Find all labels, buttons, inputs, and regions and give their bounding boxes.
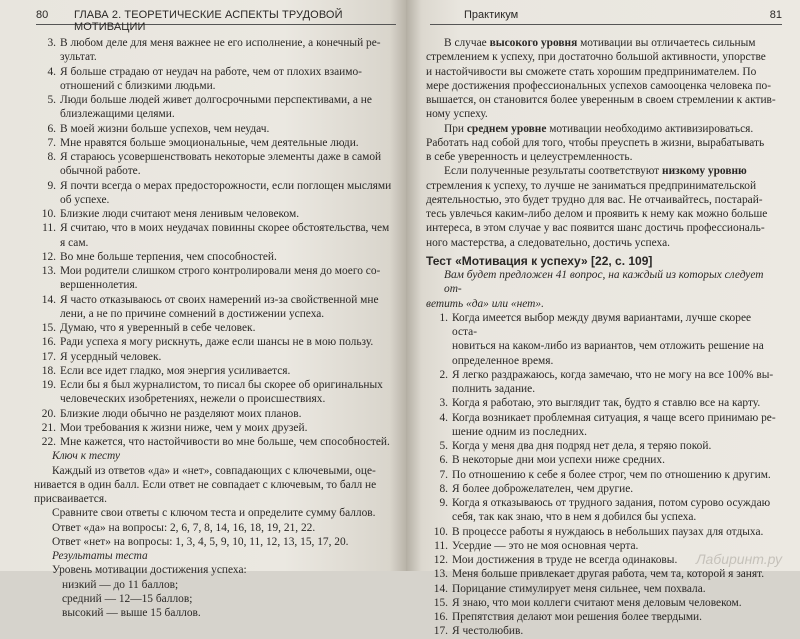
right-question-5 [426,439,778,453]
question-number: 11. [434,539,448,552]
bold-emphasis: низкому уровню [662,165,747,178]
answers-yes: Ответ «да» на вопросы: 2, 6, 7, 8, 14, 16, 18, 19, 21, 22. [52,521,316,534]
paragraph-line: в себе уверенность и целеустремленность. [426,151,633,163]
paragraph-text: мотивации вы отличаетесь сильным [577,37,756,49]
paragraph-line: стремлением к успеху, при достаточно большой активности, упорстве [426,51,766,64]
question-number: 22. [41,436,56,448]
question-text-line: человеческих изобретениях, нежели о происшествиях. [60,393,326,406]
right-question-1 [426,311,778,368]
paragraph-first-line [426,36,778,50]
right-question-4 [426,411,778,440]
results-title: Результаты теста [52,550,148,562]
question-number: 17. [41,350,56,363]
question-text [60,321,396,335]
right-question-2 [426,368,778,397]
paragraph-low-level [426,164,778,250]
question-number: 15. [433,596,448,609]
left-question-1 [34,36,396,65]
question-text-line: Во мне больше терпения, чем способностей. [60,250,277,263]
question-text-line: об успехе. [60,193,110,206]
question-text [60,93,396,122]
left-question-15 [34,350,396,364]
question-number: 3. [47,37,56,49]
question-text-line: Порицание стимулирует меня сильнее, чем похвала. [452,582,706,595]
question-text-line: Меня больше привлекает другая работа, чем та, которой я занят. [452,568,765,581]
test-title: Тест «Мотивация к успеху» [22, с. 109] [426,253,653,268]
question-number: 4. [47,65,56,78]
level-mid: средний — 12—15 баллов; [62,592,193,605]
question-text [60,150,396,179]
chapter-title: ГЛАВА 2. ТЕОРЕТИЧЕСКИЕ АСПЕКТЫ ТРУДОВОЙ МОТИВАЦИИ [74,9,343,33]
paragraph-line: деятельностью, это будет трудно для вас. Не отчаивайтесь, постарай- [426,193,763,206]
question-text [60,364,396,378]
question-number: 12. [433,554,448,566]
compare-instruction: Сравните свои ответы с ключом теста и определите сумму баллов. [52,507,376,520]
question-text [60,136,396,150]
question-text-line: Когда я отказываюсь от трудного задания, потом сурово осуждаю [452,497,771,509]
question-text [452,482,778,496]
right-question-14 [426,582,778,596]
question-text [452,582,778,596]
paragraph-line: стремления к успеху, то лучше не заниматься предпринимательской [426,179,757,192]
question-number: 6. [47,122,56,135]
question-number: 13. [41,265,56,277]
question-text-line: себя, так как знаю, что в нем я добился бы успеха. [452,511,697,524]
paragraph-line: тесь увлечься каким-либо делом и проявить к нему как можно больше [426,208,768,220]
question-text-line: Ради успеха я могу рискнуть, даже если шансы не в мою пользу. [60,336,374,349]
paragraph-line: Работать над собой для того, чтобы преуспеть в жизни, вырабатывать [426,136,765,149]
question-number: 11. [42,222,56,235]
bold-emphasis: среднем уровне [466,122,547,135]
left-question-3 [34,93,396,122]
question-text [452,525,778,539]
key-paragraph-line3: присваивается. [34,493,107,505]
test-instruction-line2: ветить «да» или «нет». [426,297,544,310]
question-number: 6. [439,454,448,467]
paragraph-line: вышается, он становится более уверенным в своем стремлении к актив- [426,94,776,106]
question-text [452,396,778,410]
question-text-line: Препятствия делают мои решения более твердыми. [452,611,702,623]
left-question-16 [34,364,396,378]
question-text [452,624,778,638]
right-question-15 [426,596,778,610]
key-paragraph-line2: нивается в один балл. Если ответ не совпадает с ключевым, то балл не [34,478,377,491]
right-question-13 [426,567,778,581]
left-question-5 [34,136,396,150]
paragraph-mid-level [426,122,778,165]
right-page-number: 81 [769,9,782,21]
right-question-list [426,311,778,639]
paragraph-line: мере достижения профессиональных успехов самооценка человека по- [426,79,772,92]
level-low: низкий — до 11 баллов; [62,578,179,591]
right-question-6 [426,453,778,467]
left-question-14 [34,335,396,349]
question-text-line: отношений с близкими людьми. [60,79,216,92]
question-number: 14. [41,293,56,306]
question-text-line: я сам. [60,236,89,249]
question-text [452,368,778,397]
question-text-line: шение одним из последних. [452,425,588,438]
question-number: 17. [433,625,448,638]
question-number: 9. [439,497,448,509]
question-text-line: лени, а не по причине сомнений в достижении успеха. [60,307,325,320]
question-text-line: Если все идет гладко, моя энергия усиливается. [60,364,291,377]
paragraph-line: интереса, в этом случае у вас появится шанс достичь профессиональ- [426,222,765,235]
question-number: 9. [47,179,56,192]
question-text [452,496,778,525]
key-title: Ключ к тесту [52,450,121,463]
level-high: высокий — выше 15 баллов. [62,607,201,619]
right-page [406,0,800,638]
left-question-13 [34,321,396,335]
question-text-line: В любом деле для меня важнее не его исполнение, а конечный ре- [60,37,381,49]
question-text [60,207,396,221]
question-text-line: В некоторые дни мои успехи ниже средних. [452,454,665,467]
question-text [452,439,778,453]
paragraph-text: Если полученные результаты соответствуют [444,165,662,178]
question-text [60,435,396,449]
question-number: 13. [433,568,448,581]
paragraph-line: ного мастерства, а следовательно, достичь успеха. [426,236,671,249]
question-text-line: Я честолюбив. [452,625,524,638]
question-text-line: Если бы я был журналистом, то писал бы скорее об оригинальных [60,379,383,391]
right-page-content [426,36,778,639]
question-text-line: Близкие люди обычно не разделяют моих планов. [60,407,302,420]
question-number: 20. [41,407,56,420]
question-number: 10. [41,208,56,220]
question-text [60,421,396,435]
question-text-line: Я больше страдаю от неудач на работе, чем от плохих взаимо- [60,65,362,78]
question-text [60,221,396,250]
paragraph-text: В случае [444,37,490,49]
question-number: 14. [433,582,448,595]
question-number: 5. [439,440,448,452]
question-text-line: вершеннолетия. [60,279,138,292]
question-text-line: Я более доброжелателен, чем другие. [452,482,634,495]
question-text-line: Я стараюсь усовершенствовать некоторые элементы даже в самой [60,151,382,163]
question-text [60,65,396,94]
left-question-12 [34,293,396,322]
section-title: Практикум [464,9,519,21]
question-number: 7. [439,468,448,481]
right-question-10 [426,525,778,539]
left-question-9 [34,221,396,250]
right-question-17 [426,624,778,638]
question-text-line: Я считаю, что в моих неудачах повинны скорее обстоятельства, чем [60,222,390,235]
question-number: 12. [41,250,56,263]
question-text [60,335,396,349]
left-question-17 [34,378,396,407]
question-number: 15. [41,322,56,334]
question-number: 16. [433,611,448,623]
question-text [60,264,396,293]
test-instruction-line1: Вам будет предложен 41 вопрос, на каждый из которых следует от- [444,269,764,296]
question-text [60,36,396,65]
left-question-18 [34,407,396,421]
question-text-line: обычной работе. [60,165,141,178]
question-text-line: Усердие — это не моя основная черта. [452,539,639,552]
paragraph-first-line [426,164,778,178]
question-text-line: Когда имеется выбор между двумя вариантами, лучше скорее оста- [452,311,752,338]
question-text-line: зультат. [60,51,97,64]
left-question-8 [34,207,396,221]
question-text [452,453,778,467]
left-question-4 [34,122,396,136]
left-question-10 [34,250,396,264]
question-text-line: Мои требования к жизни ниже, чем у моих друзей. [60,421,308,434]
question-number: 4. [439,411,448,424]
question-text-line: определенное время. [452,354,554,367]
question-number: 21. [41,421,56,434]
question-text-line: близлежащими целями. [60,108,175,121]
question-number: 3. [439,397,448,410]
left-page-header [36,8,396,33]
paragraph-first-line [426,122,778,136]
paragraph-text: При [444,122,467,135]
question-text [60,378,396,407]
paragraph-line: ному успеху. [426,108,488,121]
paragraph-line: и настойчивости вы сможете стать хорошим предпринимателем. По [426,65,757,78]
question-text-line: Когда у меня два дня подряд нет дела, я теряю покой. [452,440,712,452]
question-text [60,350,396,364]
question-text-line: Мне нравятся больше эмоциональные, чем деятельные люди. [60,136,359,149]
question-text-line: Я почти всегда о мерах предосторожности, если поглощен мыслями [60,179,392,192]
question-text-line: По отношению к себе я более строг, чем по отношению к другим. [452,468,771,481]
question-number: 19. [41,379,56,391]
left-page-content [34,36,396,620]
left-page [0,0,406,619]
question-number: 18. [41,364,56,377]
right-question-16 [426,610,778,624]
question-text [60,250,396,264]
key-paragraph-line1: Каждый из ответов «да» и «нет», совпадающих с ключевыми, оце- [52,464,376,477]
watermark-logo: Лабиринт.ру [695,551,782,567]
question-text [452,311,778,368]
question-text [452,468,778,482]
question-text [60,122,396,136]
question-text-line: полнить задание. [452,383,536,395]
question-text-line: Я часто отказываюсь от своих намерений из-за свойственной мне [60,293,379,306]
right-page-header [430,8,782,25]
left-question-2 [34,65,396,94]
question-text-line: В процессе работы я нуждаюсь в небольших паузах для отдыха. [452,525,764,538]
left-question-19 [34,421,396,435]
question-number: 2. [439,368,448,381]
left-question-list [34,36,396,449]
left-question-7 [34,179,396,208]
question-text-line: Люди больше людей живет долгосрочными перспективами, а не [60,94,372,106]
level-intro: Уровень мотивации достижения успеха: [52,564,247,577]
question-text [452,411,778,440]
right-question-8 [426,482,778,496]
left-question-6 [34,150,396,179]
question-text-line: новиться на каком-либо из вариантов, чем отложить решение на [452,340,764,353]
left-question-11 [34,264,396,293]
paragraph-high-level [426,36,778,122]
question-number: 8. [439,482,448,495]
question-number: 7. [47,136,56,149]
question-text-line: Близкие люди считают меня ленивым человеком. [60,208,300,220]
question-text-line: Я усердный человек. [60,350,162,363]
question-text-line: Мои достижения в труде не всегда одинаковы. [452,554,678,566]
question-number: 8. [47,151,56,163]
question-number: 16. [41,336,56,349]
left-question-20 [34,435,396,449]
right-question-7 [426,468,778,482]
question-text [452,596,778,610]
question-text-line: Я знаю, что мои коллеги считают меня деловым человеком. [452,596,742,609]
left-page-number: 80 [36,9,49,21]
question-text [60,293,396,322]
question-number: 5. [47,94,56,106]
answers-no: Ответ «нет» на вопросы: 1, 3, 4, 5, 9, 10, 11, 12, 13, 15, 17, 20. [52,535,349,548]
question-text [60,179,396,208]
question-text-line: Когда возникает проблемная ситуация, я чаще всего принимаю ре- [452,411,776,424]
right-question-3 [426,396,778,410]
question-number: 10. [433,525,448,538]
question-number: 1. [439,311,448,324]
question-text [60,407,396,421]
question-text [452,610,778,624]
question-text-line: Думаю, что я уверенный в себе человек. [60,322,256,334]
question-text-line: Мне кажется, что настойчивости во мне больше, чем способностей. [60,436,390,448]
paragraph-text: мотивации необходимо активизироваться. [546,122,754,135]
question-text-line: Когда я работаю, это выглядит так, будто я ставлю все на карту. [452,397,761,410]
question-text-line: Я легко раздражаюсь, когда замечаю, что не могу на все 100% вы- [452,368,774,381]
question-text-line: Мои родители слишком строго контролировали меня до моего со- [60,265,381,277]
question-text [452,567,778,581]
question-text-line: В моей жизни больше успехов, чем неудач. [60,122,270,135]
bold-emphasis: высокого уровня [489,37,578,49]
right-question-9 [426,496,778,525]
